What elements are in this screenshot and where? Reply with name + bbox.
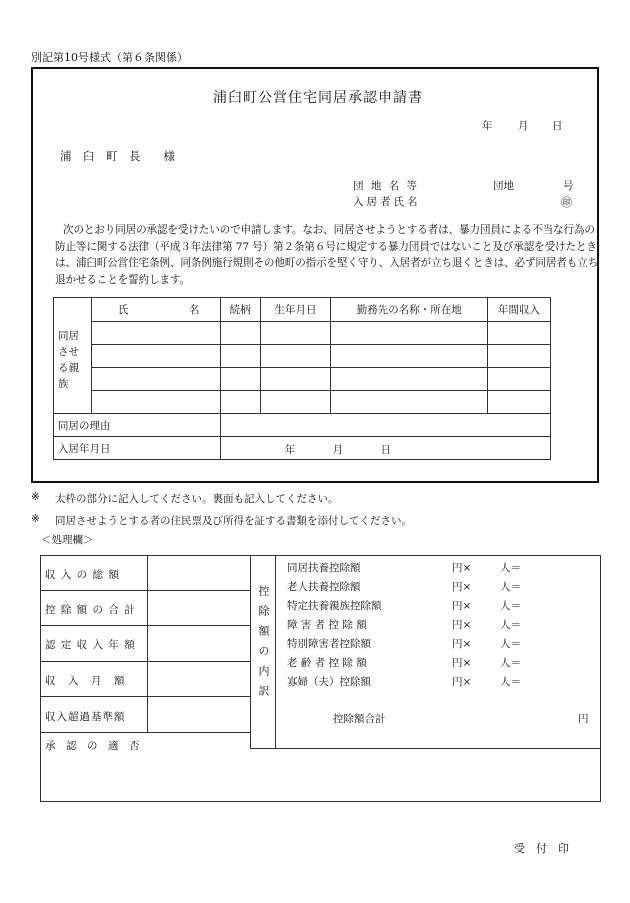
processing-row-label: 収 入 月 額 <box>45 675 126 687</box>
date-month: 月 <box>518 120 529 132</box>
date-day: 日 <box>552 120 563 132</box>
movein-label: 入居年月日 <box>54 437 221 460</box>
deduction-total-unit: 円 <box>578 713 589 725</box>
deduction-name: 障 害 者 控 除 額 <box>287 619 367 631</box>
header-income: 年間収入 <box>488 298 551 322</box>
cell-name-1[interactable] <box>91 322 220 345</box>
deduction-unit: 円× <box>452 619 472 631</box>
table-row <box>54 368 551 391</box>
deduction-people: 人＝ <box>500 676 521 688</box>
cohabitant-side-label: 同居させる親族 <box>54 298 92 414</box>
note-text: 太枠の部分に記入してください。裏面も記入してください。 <box>55 493 339 505</box>
receipt-stamp-label: 受 付 印 <box>514 842 569 855</box>
deduction-name: 特定扶養親族控除額 <box>287 600 382 612</box>
pledge-text: 次のとおり同居の承認を受けたいので申請します。なお、同居させようとする者は、暴力団員による不当な行為の防止等に関する法律（平成３年法律第 77 号）第２条第６号に規定する暴力団員ではないこと及び承認を受けたときは、浦臼町公営住宅条例、同条例施行規則その他町の指示を堅く守り、入居者が立ち退くときは、必ず同居者も立ち退かせることを誓約します。 <box>55 224 599 286</box>
cell-workplace-2[interactable] <box>331 345 488 368</box>
deduction-people: 人＝ <box>500 619 521 631</box>
reason-field[interactable] <box>220 414 550 437</box>
form-number: 別記第10号様式（第６条関係） <box>31 51 188 64</box>
cell-relation-2[interactable] <box>220 345 260 368</box>
header-name: 氏 名 <box>91 298 220 322</box>
deduction-breakdown-label: 控除額の内訳 <box>257 585 270 705</box>
cell-relation-4[interactable] <box>220 391 260 414</box>
approval-label: 承 認 の 適 否 <box>45 740 140 752</box>
table-row <box>54 345 551 368</box>
cell-dob-3[interactable] <box>260 368 331 391</box>
cell-relation-3[interactable] <box>220 368 260 391</box>
movein-field[interactable] <box>220 437 550 460</box>
table-row <box>54 322 551 345</box>
deduction-people: 人＝ <box>500 562 521 574</box>
deduction-total-label: 控除額合計 <box>333 713 386 725</box>
cell-income-4[interactable] <box>488 391 551 414</box>
cell-dob-2[interactable] <box>260 345 331 368</box>
cohabitant-table <box>53 297 551 460</box>
cell-income-2[interactable] <box>488 345 551 368</box>
deduction-unit: 円× <box>452 581 472 593</box>
note-mark: ※ <box>31 491 40 503</box>
processing-row-label: 収 入 の 総 額 <box>45 569 120 581</box>
note-text: 同居させようとする者の住民票及び所得を証する書類を添付してください。 <box>55 515 412 527</box>
cell-name-2[interactable] <box>91 345 220 368</box>
reason-label: 同居の理由 <box>54 414 221 437</box>
movein-year: 年 <box>284 444 296 456</box>
deduction-people: 人＝ <box>500 638 521 650</box>
header-dob: 生年月日 <box>260 298 331 322</box>
deduction-name: 寡婦（夫）控除額 <box>287 676 371 688</box>
deduction-name: 同居扶養控除額 <box>287 562 361 574</box>
processing-row-label: 認 定 収 入 年 額 <box>45 639 136 651</box>
deduction-people: 人＝ <box>500 600 521 612</box>
addressee: 浦 臼 町 長 様 <box>60 149 175 163</box>
deduction-name: 老 齢 者 控 除 額 <box>287 657 367 669</box>
header-relation: 続柄 <box>220 298 260 322</box>
cell-dob-1[interactable] <box>260 322 331 345</box>
movein-day: 日 <box>380 444 392 456</box>
processing-row-label: 収入超過基準額 <box>45 711 126 723</box>
deduction-unit: 円× <box>452 562 472 574</box>
cell-name-3[interactable] <box>91 368 220 391</box>
seal-mark: ㊞ <box>561 196 572 209</box>
number-suffix: 号 <box>563 180 574 192</box>
processing-label: ＜処理欄＞ <box>41 534 94 546</box>
applicant-name-label: 入居者氏名 <box>353 196 421 208</box>
complex-label: 団 地 名 等 <box>353 180 420 192</box>
deduction-unit: 円× <box>452 600 472 612</box>
deduction-name: 老人扶養控除額 <box>287 581 361 593</box>
deduction-people: 人＝ <box>500 581 521 593</box>
cell-dob-4[interactable] <box>260 391 331 414</box>
processing-row-label: 控 除 額 の 合 計 <box>45 604 136 616</box>
note-mark: ※ <box>31 513 40 525</box>
cell-income-1[interactable] <box>488 322 551 345</box>
movein-month: 月 <box>332 444 344 456</box>
deduction-unit: 円× <box>452 638 472 650</box>
table-row <box>54 391 551 414</box>
cell-workplace-4[interactable] <box>331 391 488 414</box>
cell-income-3[interactable] <box>488 368 551 391</box>
complex-suffix: 団地 <box>493 180 514 192</box>
cell-workplace-3[interactable] <box>331 368 488 391</box>
deduction-unit: 円× <box>452 657 472 669</box>
header-workplace: 勤務先の名称・所在地 <box>331 298 488 322</box>
deduction-people: 人＝ <box>500 657 521 669</box>
deduction-name: 特別障害者控除額 <box>287 638 371 650</box>
deduction-unit: 円× <box>452 676 472 688</box>
page-title: 浦臼町公営住宅同居承認申請書 <box>213 90 423 106</box>
cell-workplace-1[interactable] <box>331 322 488 345</box>
date-year: 年 <box>482 120 493 132</box>
cell-relation-1[interactable] <box>220 322 260 345</box>
cell-name-4[interactable] <box>91 391 220 414</box>
